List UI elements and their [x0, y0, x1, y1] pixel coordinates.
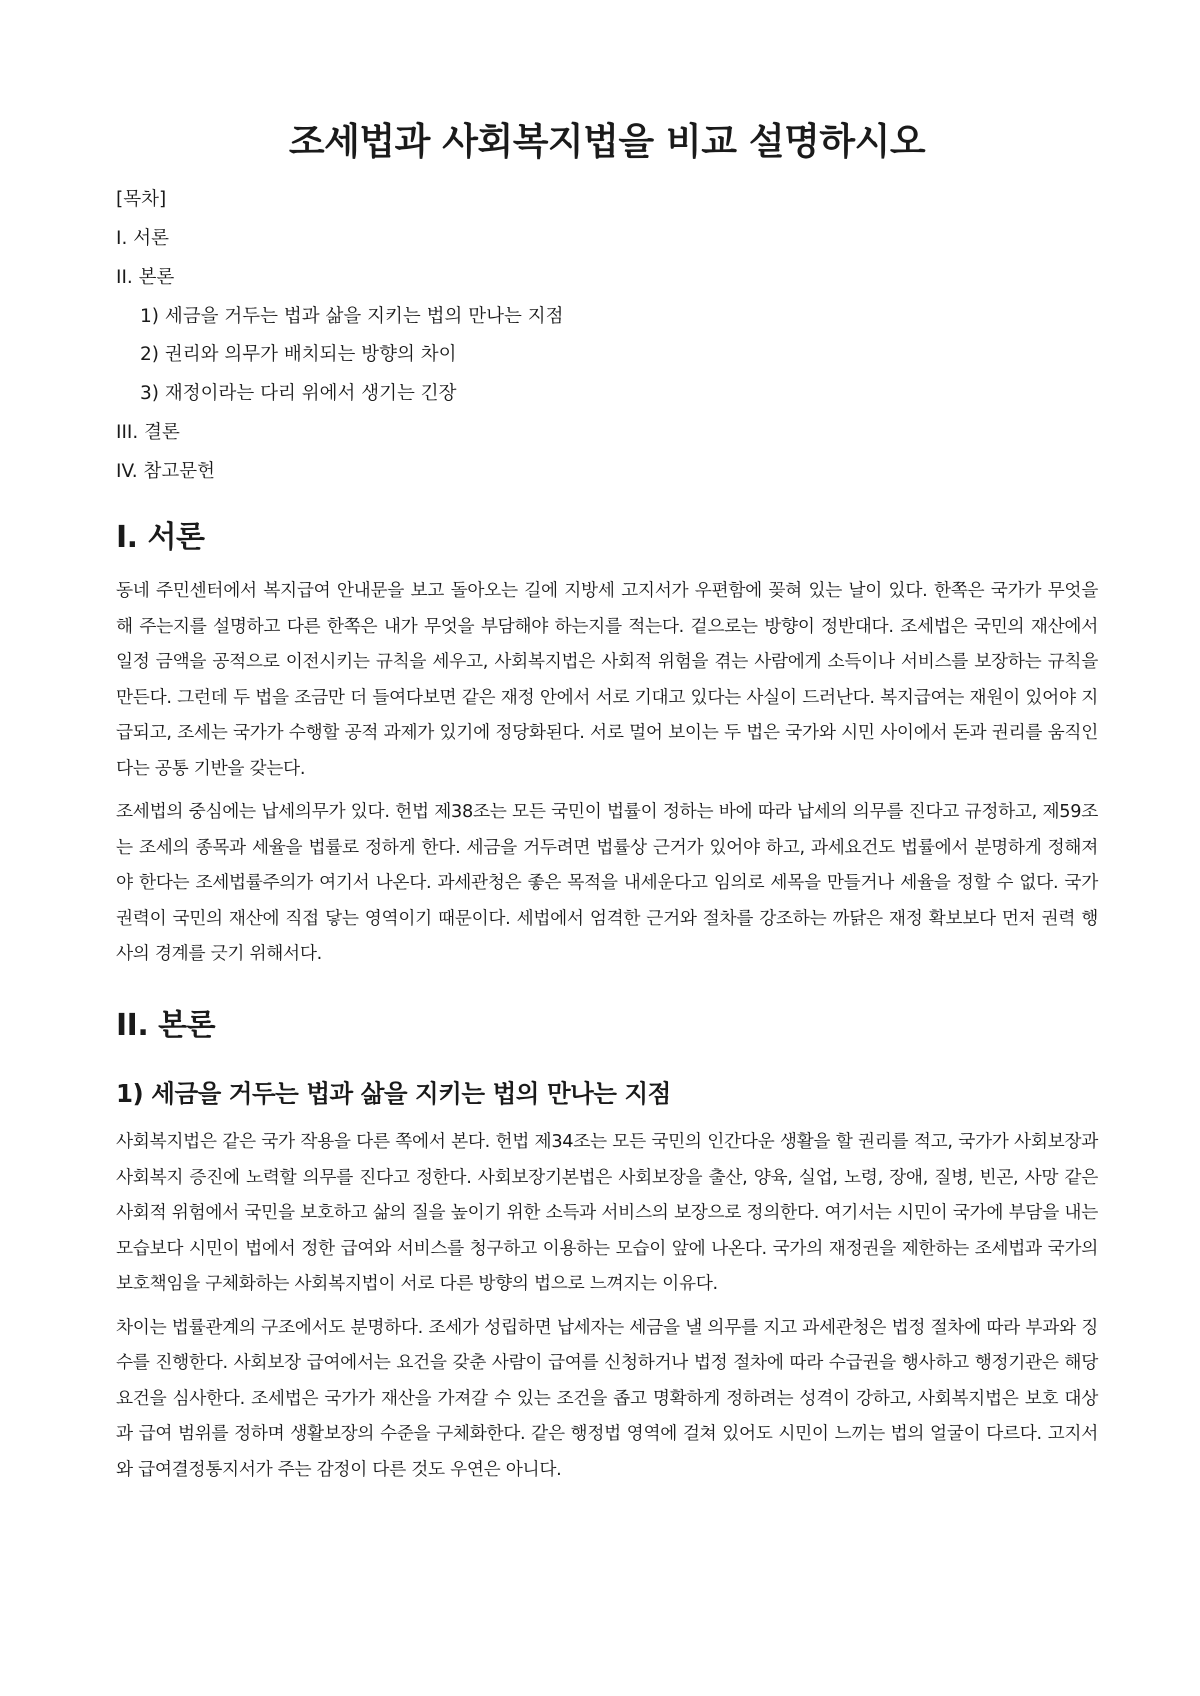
- table-of-contents: [116, 186, 1098, 485]
- section-heading-intro: I. 서론: [116, 520, 205, 556]
- toc-item-body-3: 3) 재정이라는 다리 위에서 생기는 긴장: [140, 383, 457, 405]
- intro-paragraph: 동네 주민센터에서 복지급여 안내문을 보고 돌아오는 길에 지방세 고지서가 우편함에 꽂혀 있는 날이 있다. 한쪽은 국가가 무엇을 해 주는지를 설명하고 다른 한쪽은 내가 무엇을 부담해야 하는지를 적는다. 겉으로는 방향이 정반대다. 조세법은 국민의 재산에서 일정 금액을 공적으로 이전시키는 규칙을 세우고, 사회복지법은 사회적 위험을 겪는 사람에게 소득이나 서비스를 보장하는 규칙을 만든다. 그런데 두 법을 조금만 더 들여다보면 같은 재정 안에서 서로 기대고 있다는 사실이 드러난다. 복지급여는 재원이 있어야 지급되고, 조세는 국가가 수행할 공적 과제가 있기에 정당화된다. 서로 멀어 보이는 두 법은 국가와 시민 사이에서 돈과 권리를 움직인다는 공통 기반을 갖는다.: [116, 581, 1098, 779]
- body-paragraph: 차이는 법률관계의 구조에서도 분명하다. 조세가 성립하면 납세자는 세금을 낼 의무를 지고 과세관청은 법정 절차에 따라 부과와 징수를 진행한다. 사회보장 급여에서는 요건을 갖춘 사람이 급여를 신청하거나 법정 절차에 따라 수급권을 행사하고 행정기관은 해당 요건을 심사한다. 조세법은 국가가 재산을 가져갈 수 있는 조건을 좁고 명확하게 정하려는 성격이 강하고, 사회복지법은 보호 대상과 급여 범위를 정하며 생활보장의 수준을 구체화한다. 같은 행정법 영역에 걸쳐 있어도 시민이 느끼는 법의 얼굴이 다르다. 고지서와 급여결정통지서가 주는 감정이 다른 것도 우연은 아니다.: [116, 1317, 1098, 1480]
- subsection-heading-1: 1) 세금을 거두는 법과 삶을 지키는 법의 만나는 지점: [116, 1078, 671, 1108]
- toc-item-intro: I. 서론: [116, 228, 169, 250]
- body-paragraph: 사회복지법은 같은 국가 작용을 다른 쪽에서 본다. 헌법 제34조는 모든 국민의 인간다운 생활을 할 권리를 적고, 국가가 사회보장과 사회복지 증진에 노력할 의무를 진다고 정한다. 사회보장기본법은 사회보장을 출산, 양육, 실업, 노령, 장애, 질병, 빈곤, 사망 같은 사회적 위험에서 국민을 보호하고 삶의 질을 높이기 위한 소득과 서비스의 보장으로 정의한다. 여기서는 시민이 국가에 부담을 내는 모습보다 시민이 법에서 정한 급여와 서비스를 청구하고 이용하는 모습이 앞에 나온다. 국가의 재정권을 제한하는 조세법과 국가의 보호책임을 구체화하는 사회복지법이 서로 다른 방향의 법으로 느껴지는 이유다.: [116, 1132, 1098, 1295]
- toc-item-body-2: 2) 권리와 의무가 배치되는 방향의 차이: [140, 344, 457, 366]
- toc-heading: [목차]: [116, 189, 167, 211]
- toc-item-body: II. 본론: [116, 266, 175, 288]
- document-title: 조세법과 사회복지법을 비교 설명하시오: [288, 120, 926, 163]
- toc-item-conclusion: III. 결론: [116, 421, 180, 443]
- toc-item-references: IV. 참고문헌: [116, 460, 215, 482]
- section-heading-body: II. 본론: [116, 1007, 216, 1043]
- intro-paragraph: 조세법의 중심에는 납세의무가 있다. 헌법 제38조는 모든 국민이 법률이 정하는 바에 따라 납세의 의무를 진다고 규정하고, 제59조는 조세의 종목과 세율을 법률로 정하게 한다. 세금을 거두려면 법률상 근거가 있어야 하고, 과세요건도 법률에서 분명하게 정해져야 한다는 조세법률주의가 여기서 나온다. 과세관청은 좋은 목적을 내세운다고 임의로 세목을 만들거나 세율을 정할 수 없다. 국가 권력이 국민의 재산에 직접 닿는 영역이기 때문이다. 세법에서 엄격한 근거와 절차를 강조하는 까닭은 재정 확보보다 먼저 권력 행사의 경계를 긋기 위해서다.: [116, 802, 1098, 965]
- toc-item-body-1: 1) 세금을 거두는 법과 삶을 지키는 법의 만나는 지점: [140, 305, 564, 327]
